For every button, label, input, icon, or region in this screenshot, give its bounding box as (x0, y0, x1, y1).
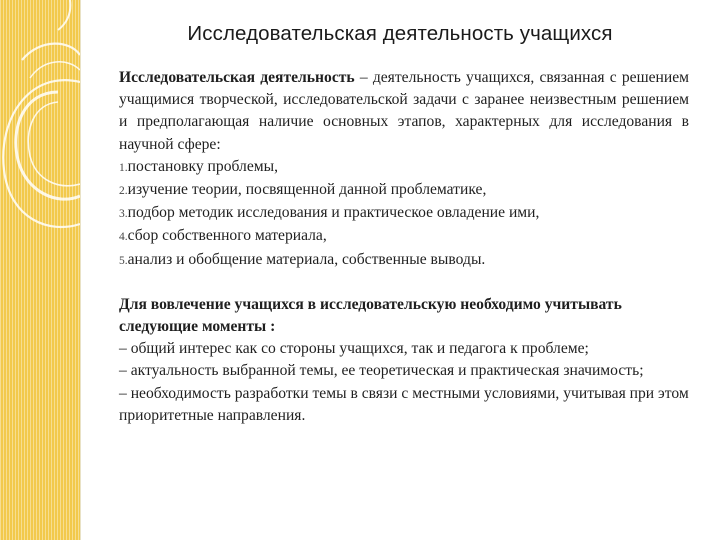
list-item (119, 249, 689, 272)
intro-term: Исследовательская деятельность (119, 69, 355, 86)
stages-list (119, 156, 689, 272)
condition-item: – общий интерес как со стороны учащихся, так и педагога к проблеме; (119, 340, 589, 358)
intro-definition: – деятельность учащихся, связанная с решением учащимися творческой, исследовательской задачи с заранее неизвестным решением и предполагающая наличие основных этапов, характерных для исследования в научной сфере: (119, 69, 690, 153)
decorative-sidebar (0, 0, 80, 540)
list-item (119, 225, 689, 248)
page-title: Исследовательская деятельность учащихся (187, 22, 613, 45)
list-item-text: изучение теории, посвященной данной проблематике, (127, 181, 487, 199)
list-item (119, 202, 689, 225)
intro-paragraph (119, 67, 689, 156)
sidebar-divider (80, 0, 81, 540)
slide-body (119, 67, 689, 427)
condition-item: – необходимость разработки темы в связи с местными условиями, учитывая при этом приоритетные направления. (119, 384, 689, 424)
list-item-text: постановку проблемы, (127, 157, 278, 175)
list-item-number: 1. (119, 161, 128, 174)
conditions-heading: Для вовлечение учащихся в исследовательскую необходимо учитывать следующие моменты : (119, 295, 622, 336)
swirl-ornament-icon (0, 0, 80, 540)
list-item-text: сбор собственного материала, (127, 227, 327, 245)
list-item-number: 4. (119, 231, 128, 244)
list-item-number: 2. (119, 185, 128, 198)
list-item (119, 179, 689, 202)
list-item-text: подбор методик исследования и практическое овладение ими, (127, 204, 540, 222)
list-item-number: 5. (119, 254, 128, 267)
list-item-number: 3. (119, 208, 128, 221)
list-item-text: анализ и обобщение материала, собственные выводы. (127, 250, 486, 268)
list-item (119, 156, 689, 179)
section-spacer (119, 272, 689, 294)
condition-item: – актуальность выбранной темы, ее теоретическая и практическая значимость; (119, 362, 644, 380)
